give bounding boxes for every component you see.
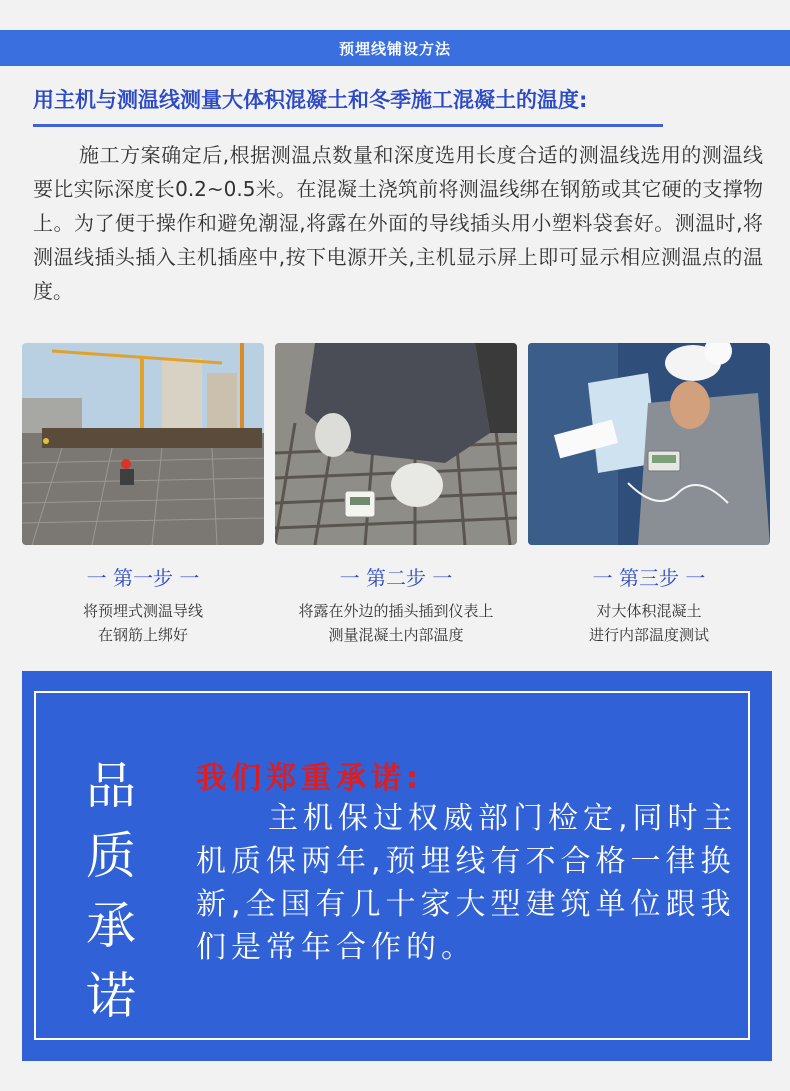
step-3-desc-line-1: 对大体积混凝土: [596, 602, 702, 620]
step-1-desc-line-2: 在钢筋上绑好: [97, 626, 188, 644]
banner-title: 预埋线铺设方法: [338, 39, 451, 58]
step-1-desc: [22, 599, 264, 647]
title-char: 诺: [86, 967, 136, 1025]
step-3-photo: [528, 343, 770, 545]
quality-promise-panel: [22, 671, 772, 1061]
promise-body: 主机保过权威部门检定,同时主机质保两年,预埋线有不合格一律换新,全国有几十家大型建筑单位跟我们是常年合作的。: [196, 801, 738, 965]
step-1-photo: [22, 343, 264, 545]
top-banner: [0, 30, 790, 66]
step-2: [275, 343, 517, 647]
promise-frame: [34, 691, 750, 1040]
promise-heading: 我们郑重承诺:: [196, 761, 423, 796]
quality-promise-title: [81, 751, 141, 1031]
title-char: 承: [86, 897, 136, 955]
section-heading: 用主机与测温线测量大体积混凝土和冬季施工混凝土的温度:: [33, 88, 588, 112]
step-1-desc-line-1: 将预埋式测温导线: [82, 602, 203, 620]
title-char: 质: [86, 827, 136, 885]
step-1-title: 一 第一步 一: [86, 566, 200, 590]
step-2-desc: [275, 599, 517, 647]
step-2-desc-line-1: 将露在外边的插头插到仪表上: [298, 602, 494, 620]
step-2-photo: [275, 343, 517, 545]
intro-paragraph: 施工方案确定后,根据测温点数量和深度选用长度合适的测温线选用的测温线要比实际深度长0.2~0.5米。在混凝土浇筑前将测温线绑在钢筋或其它硬的支撑物上。为了便于操作和避免潮湿,将露在外面的导线插头用小塑料袋套好。测温时,将测温线插头插入主机插座中,按下电源开关,主机显示屏上即可显示相应测温点的温度。: [33, 143, 763, 303]
step-3-title: 一 第三步 一: [592, 566, 706, 590]
step-3-desc-line-2: 进行内部温度测试: [588, 626, 709, 644]
heading-underline: [33, 124, 663, 127]
title-char: 品: [86, 757, 136, 815]
step-2-title: 一 第二步 一: [339, 566, 453, 590]
step-1: [22, 343, 264, 647]
step-3-desc: [528, 599, 770, 647]
steps-row: [22, 343, 770, 653]
step-2-desc-line-2: 测量混凝土内部温度: [328, 626, 464, 644]
step-3: [528, 343, 770, 647]
